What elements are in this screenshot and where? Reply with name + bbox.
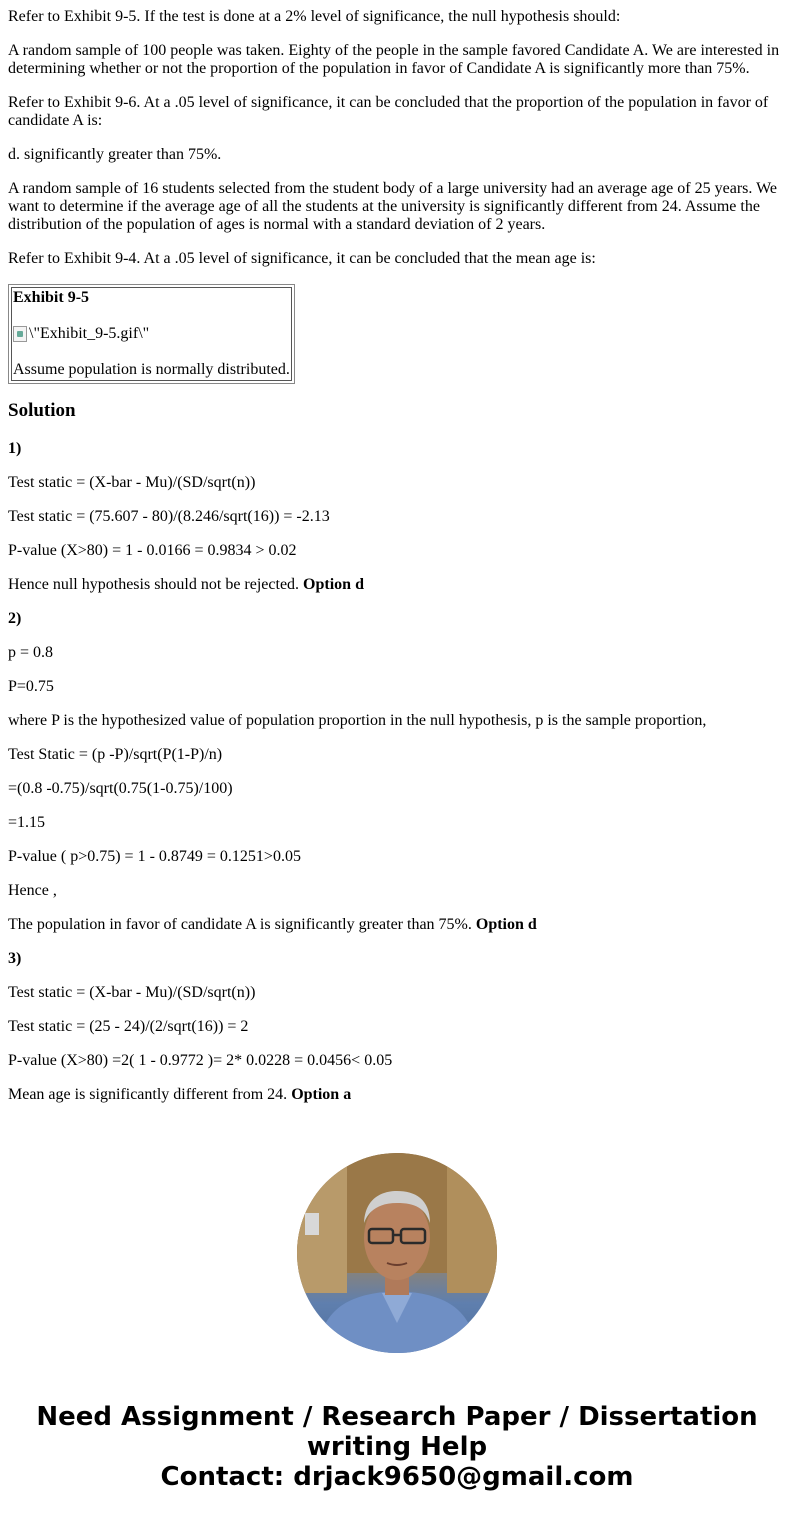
exhibit-image (13, 325, 149, 343)
question-text: Refer to Exhibit 9-6. At a .05 level of significance, it can be concluded that the proportion of the population in favor of candidate A is: (8, 94, 769, 129)
answer-option-label: Option d (303, 576, 364, 593)
solution-part-number: 3) (8, 950, 22, 967)
solution-line: Test Static = (p -P)/sqrt(P(1-P)/n) (8, 746, 223, 763)
solution-line: P-value ( p>0.75) = 1 - 0.8749 = 0.1251>0.05 (8, 848, 301, 865)
solution-line: =1.15 (8, 814, 46, 831)
solution-line: p = 0.8 (8, 644, 54, 661)
exhibit-image-alt: \"Exhibit_9-5.gif\" (29, 325, 150, 342)
solution-line: P=0.75 (8, 678, 54, 695)
answer-option-label: Option d (475, 916, 537, 933)
promo-banner (0, 1402, 794, 1492)
question-text: Refer to Exhibit 9-4. At a .05 level of significance, it can be concluded that the mean age is: (8, 250, 596, 267)
solution-line: Test static = (75.607 - 80)/(8.246/sqrt(16)) = -2.13 (8, 508, 330, 525)
solution-line: =(0.8 -0.75)/sqrt(0.75(1-0.75)/100) (8, 780, 233, 797)
question-text: A random sample of 100 people was taken. Eighty of the people in the sample favored Candidate A. We are interested in determining whether or not the proportion of the population in favor of Candidate A is significantly more than 75%. (8, 42, 780, 77)
solution-part-number: 1) (8, 440, 22, 457)
solution-line: Test static = (X-bar - Mu)/(SD/sqrt(n)) (8, 984, 256, 1001)
exhibit-note: Assume population is normally distributed. (13, 361, 290, 378)
avatar (297, 1153, 497, 1353)
conclusion-text: Mean age is significantly different from 24. (8, 1086, 292, 1103)
person-portrait-icon (297, 1153, 497, 1353)
solution-conclusion (8, 576, 786, 594)
solution-conclusion (8, 1086, 786, 1104)
broken-image-icon (13, 326, 27, 342)
exhibit-title: Exhibit 9-5 (13, 289, 90, 306)
solution-part-number: 2) (8, 610, 22, 627)
exhibit-cell (11, 287, 292, 381)
exhibit-table (8, 284, 295, 384)
conclusion-text: Hence null hypothesis should not be rejected. (8, 576, 304, 593)
banner-line: Need Assignment / Research Paper / Dissertation (36, 1402, 758, 1432)
answer-option: d. significantly greater than 75%. (8, 146, 222, 163)
conclusion-text: The population in favor of candidate A is significantly greater than 75%. (8, 916, 476, 933)
question-text: Refer to Exhibit 9-5. If the test is done at a 2% level of significance, the null hypothesis should: (8, 8, 621, 25)
solution-line: Test static = (X-bar - Mu)/(SD/sqrt(n)) (8, 474, 256, 491)
banner-contact: Contact: drjack9650@gmail.com (160, 1462, 634, 1492)
solution-conclusion (8, 916, 786, 934)
question-text: A random sample of 16 students selected from the student body of a large university had an average age of 25 years. We want to determine if the average age of all the students at the university is significantly different from 24. Assume the distribution of the population of ages is normal with a standard deviation of 2 years. (8, 180, 777, 233)
solution-line: P-value (X>80) =2( 1 - 0.9772 )= 2* 0.0228 = 0.0456< 0.05 (8, 1052, 393, 1069)
banner-line: writing Help (306, 1432, 488, 1462)
solution-line: Test static = (25 - 24)/(2/sqrt(16)) = 2 (8, 1018, 249, 1035)
answer-option-label: Option a (291, 1086, 352, 1103)
solution-line: where P is the hypothesized value of population proportion in the null hypothesis, p is the sample proportion, (8, 712, 707, 729)
author-photo (297, 1153, 497, 1353)
solution-line: P-value (X>80) = 1 - 0.0166 = 0.9834 > 0.02 (8, 542, 297, 559)
solution-line: Hence , (8, 882, 57, 899)
solution-heading: Solution (8, 400, 76, 421)
document-body (8, 8, 786, 1120)
